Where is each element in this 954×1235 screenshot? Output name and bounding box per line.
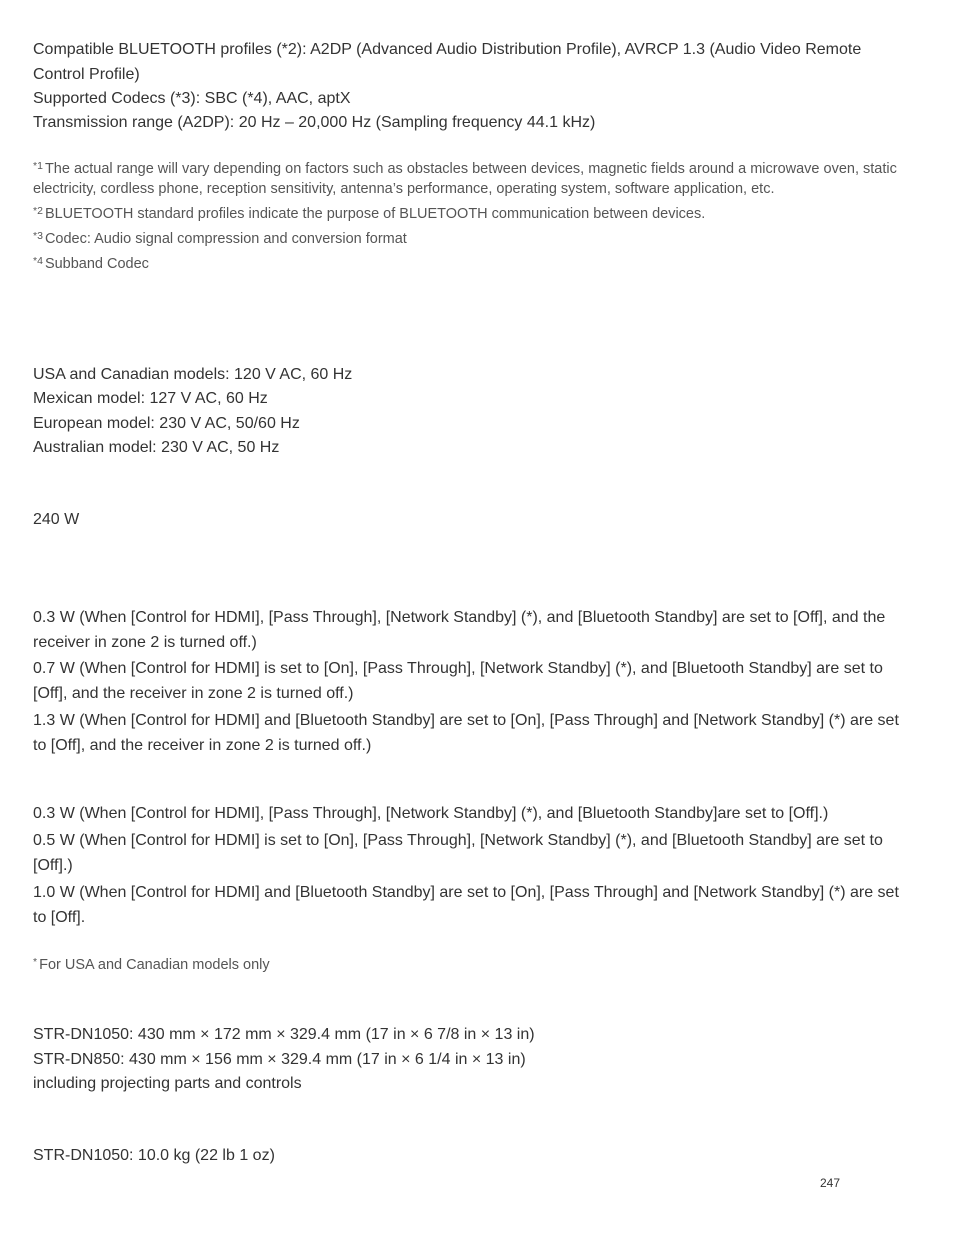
footnote-mark: *3 [33, 230, 43, 242]
footnote-text: For USA and Canadian models only [39, 957, 270, 973]
footnote-text: BLUETOOTH standard profiles indicate the purpose of BLUETOOTH communication between devices. [44, 206, 706, 222]
power-requirement-usa-canada: USA and Canadian models: 120 V AC, 60 Hz [33, 366, 353, 383]
standby-item: 0.5 W (When [Control for HDMI] is set to [On], [Pass Through], [Network Standby] (*), and [Bluetooth Standby] are set to [Off].) [33, 832, 883, 874]
power-consumption: 240 W [33, 511, 80, 528]
bluetooth-profiles: Compatible BLUETOOTH profiles (*2): A2DP (Advanced Audio Distribution Profile), AVRCP 1.3 (Audio Video Remote Control Profile) [33, 41, 862, 83]
footnote-mark: *1 [33, 160, 43, 172]
footnote-text: Subband Codec [44, 256, 149, 272]
power-requirement-mexico: Mexican model: 127 V AC, 60 Hz [33, 390, 268, 407]
standby-item: 0.3 W (When [Control for HDMI], [Pass Through], [Network Standby] (*), and [Bluetooth Standby]are set to [Off].) [33, 805, 829, 822]
mass-dn1050: STR-DN1050: 10.0 kg (22 lb 1 oz) [33, 1147, 275, 1164]
footnote-2 [33, 204, 923, 224]
footnote-text: The actual range will vary depending on factors such as obstacles between devices, magnetic fields around a microwave oven, static electricity, cordless phone, reception sensitivity, antenna’s performance, operating system, software application, etc. [33, 161, 897, 197]
standby-zone2-item: 0.7 W (When [Control for HDMI] is set to [On], [Pass Through], [Network Standby] (*), and [Bluetooth Standby] are set to [Off], and the receiver in zone 2 is turned off.) [33, 660, 883, 702]
footnote-1 [33, 159, 923, 199]
footnote-4 [33, 254, 923, 274]
standby-footnote [33, 955, 923, 975]
standby-item: 1.0 W (When [Control for HDMI] and [Bluetooth Standby] are set to [On], [Pass Through] and [Network Standby] (*) are set to [Off]. [33, 884, 899, 926]
footnote-mark: *4 [33, 255, 43, 267]
power-requirement-australia: Australian model: 230 V AC, 50 Hz [33, 439, 280, 456]
footnote-3 [33, 229, 923, 249]
footnote-mark: *2 [33, 205, 43, 217]
dimensions-dn1050: STR-DN1050: 430 mm × 172 mm × 329.4 mm (17 in × 6 7/8 in × 13 in) [33, 1026, 535, 1043]
power-requirement-europe: European model: 230 V AC, 50/60 Hz [33, 415, 300, 432]
standby-zone2-item: 1.3 W (When [Control for HDMI] and [Bluetooth Standby] are set to [On], [Pass Through] and [Network Standby] (*) are set to [Off], and the receiver in zone 2 is turned off.) [33, 712, 899, 754]
footnote-text: Codec: Audio signal compression and conversion format [44, 231, 407, 247]
footnote-mark: * [33, 956, 38, 968]
standby-zone2-item: 0.3 W (When [Control for HDMI], [Pass Through], [Network Standby] (*), and [Bluetooth Standby] are set to [Off], and the receiver in zone 2 is turned off.) [33, 609, 886, 651]
bluetooth-range: Transmission range (A2DP): 20 Hz – 20,000 Hz (Sampling frequency 44.1 kHz) [33, 114, 596, 131]
dimensions-note: including projecting parts and controls [33, 1075, 302, 1092]
dimensions-dn850: STR-DN850: 430 mm × 156 mm × 329.4 mm (17 in × 6 1/4 in × 13 in) [33, 1051, 526, 1068]
bluetooth-codecs: Supported Codecs (*3): SBC (*4), AAC, aptX [33, 90, 351, 107]
page-number: 247 [820, 1176, 841, 1190]
